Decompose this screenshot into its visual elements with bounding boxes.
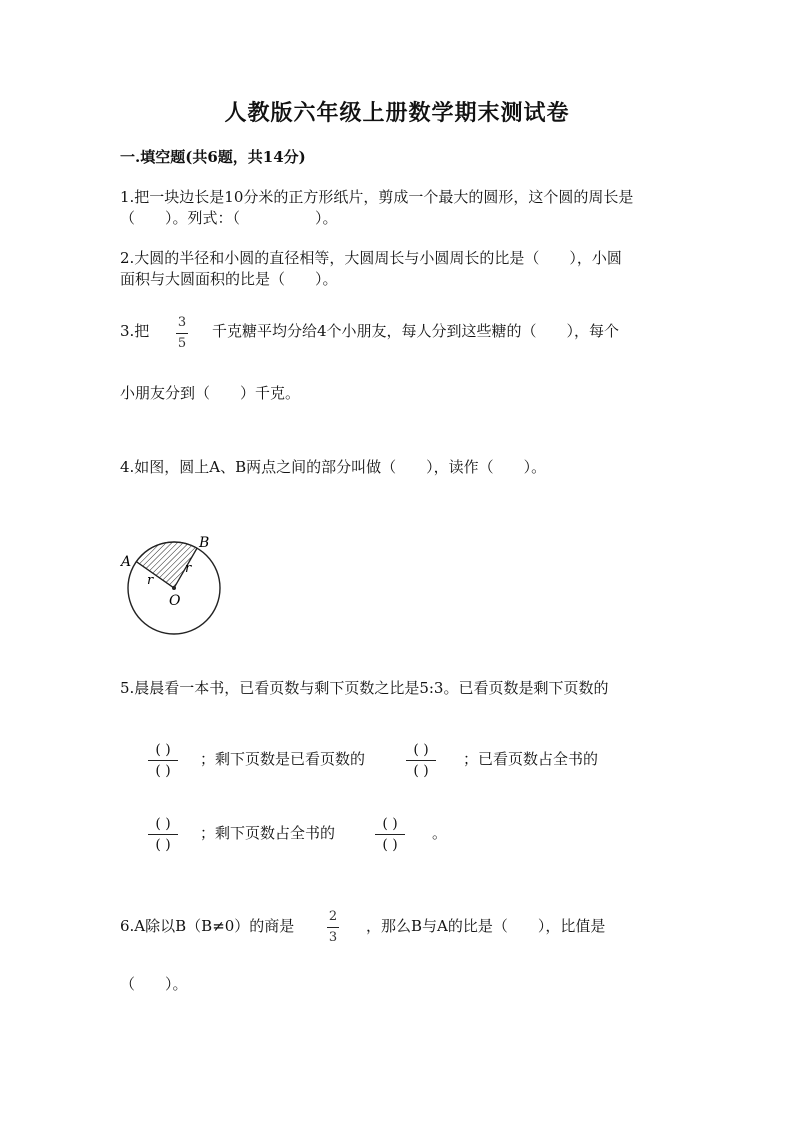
q6-suffix: ，那么B与A的比是（ ），比值是 (366, 917, 606, 935)
q5-text-1: ；剩下页数是已看页数的 (200, 750, 366, 768)
label-r-right: r (185, 561, 192, 576)
label-a: A (121, 554, 132, 570)
q6-fraction-numerator: 2 (328, 909, 338, 924)
blank-numerator: ( ) (413, 742, 429, 758)
q4-text: 4.如图，圆上A、B两点之间的部分叫做（ ），读作（ ）。 (120, 458, 547, 476)
blank-numerator: ( ) (155, 816, 171, 832)
page-title: 人教版六年级上册数学期末测试卷 (224, 100, 570, 126)
q5-text-3: ；剩下页数占全书的 (200, 824, 336, 842)
label-o: O (169, 593, 181, 609)
fraction-bar (406, 760, 436, 761)
q3-line2: 小朋友分到（ ）千克。 (120, 384, 301, 402)
fraction-bar (148, 834, 178, 835)
q5-line1: 5.晨晨看一本书，已看页数与剩下页数之比是5:3。已看页数是剩下页数的 (120, 679, 609, 697)
blank-denominator: ( ) (413, 763, 429, 779)
q5-blank-fraction-2 (403, 742, 439, 779)
q3-fraction-numerator: 3 (177, 315, 187, 330)
q5-blank-fraction-1 (145, 742, 181, 779)
blank-numerator: ( ) (155, 742, 171, 758)
q5-text-2: ；已看页数占全书的 (463, 750, 599, 768)
q3-suffix: 千克糖平均分给4个小朋友，每人分到这些糖的（ ），每个 (212, 322, 620, 340)
blank-denominator: ( ) (155, 837, 171, 853)
circle-sector-figure (110, 525, 235, 645)
q5-blank-fraction-3 (145, 816, 181, 853)
q3-prefix: 3.把 (120, 322, 150, 340)
blank-denominator: ( ) (382, 837, 398, 853)
fraction-bar (327, 927, 339, 928)
q3-fraction (172, 315, 192, 352)
label-b: B (199, 535, 210, 551)
q1-line2: （ ）。列式：（ ）。 (120, 209, 338, 227)
blank-numerator: ( ) (382, 816, 398, 832)
q6-fraction-denominator: 3 (328, 930, 338, 945)
label-r-left: r (147, 573, 154, 588)
section-header: 一.填空题(共6题，共14分) (120, 148, 306, 166)
q5-text-4: 。 (432, 824, 448, 842)
fraction-bar (176, 333, 188, 334)
fraction-bar (375, 834, 405, 835)
center-point (172, 586, 176, 590)
q3-fraction-denominator: 5 (177, 336, 187, 351)
q1-line1: 1.把一块边长是10分米的正方形纸片，剪成一个最大的圆形，这个圆的周长是 (120, 188, 634, 206)
q5-blank-fraction-4 (372, 816, 408, 853)
q2-line1: 2.大圆的半径和小圆的直径相等，大圆周长与小圆周长的比是（ ），小圆 (120, 249, 622, 267)
q6-prefix: 6.A除以B（B≠0）的商是 (120, 917, 295, 935)
q6-line2: （ ）。 (120, 975, 188, 993)
q6-fraction (323, 909, 343, 946)
blank-denominator: ( ) (155, 763, 171, 779)
fraction-bar (148, 760, 178, 761)
q2-line2: 面积与大圆面积的比是（ ）。 (120, 270, 338, 288)
